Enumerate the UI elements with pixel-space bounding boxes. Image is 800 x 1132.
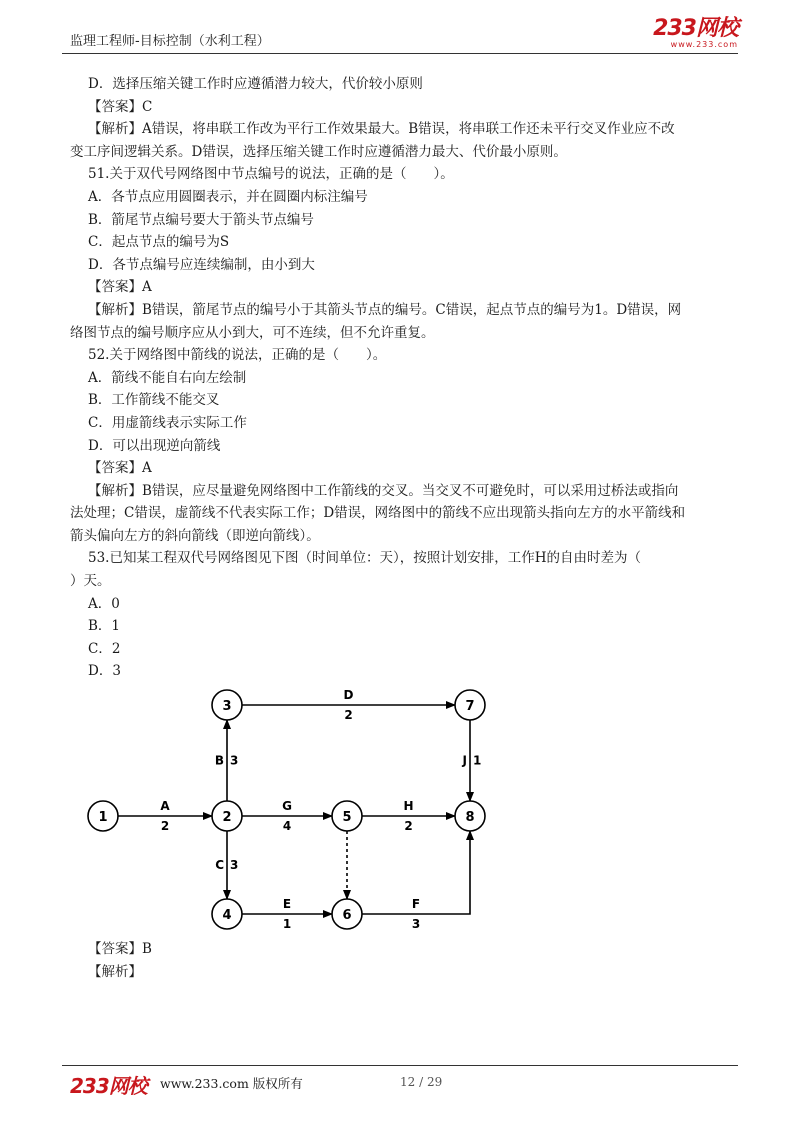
activity-duration-A: 2 [160,819,170,833]
activity-duration-C: 3 [230,858,239,872]
footer-logo: 233网校 [70,1074,147,1098]
option-line: B．工作箭线不能交叉 [88,392,220,409]
option-line: C．2 [88,640,121,657]
activity-label-E: E [282,897,292,911]
option-line: A．箭线不能自右向左绘制 [88,369,247,386]
node-label-7: 7 [465,699,475,714]
network-diagram [80,684,520,939]
option-line: B．箭尾节点编号要大于箭头节点编号 [88,211,314,228]
option-line: C．用虚箭线表示实际工作 [88,414,247,431]
page-number: 12 / 29 [400,1075,443,1089]
page-content [70,73,738,683]
activity-label-D: D [343,688,354,702]
answer-line: 【答案】A [88,460,152,477]
analysis-line: 络图节点的编号顺序应从小到大，可不连续，但不允许重复。 [70,324,435,341]
node-label-5: 5 [342,810,352,825]
document-header-title: 监理工程师-目标控制（水利工程） [70,34,270,49]
activity-label-B: B [214,753,224,768]
question-53: 53.已知某工程双代号网络图见下图（时间单位：天），按照计划安排，工作H的自由时差为（ [88,550,641,567]
text-line: D．选择压缩关键工作时应遵循潜力较大，代价较小原则 [88,76,423,92]
footer-divider [62,1065,738,1066]
analysis-line: 【解析】B错误，箭尾节点的编号小于其箭头节点的编号。C错误，起点节点的编号为1。D错误，网 [88,301,682,318]
option-line: D．各节点编号应连续编制，由小到大 [88,256,315,273]
activity-label-F: F [411,897,421,911]
option-line: A．0 [88,595,120,612]
question-52: 52.关于网络图中箭线的说法，正确的是（ ）。 [88,347,387,364]
option-line: D．可以出现逆向箭线 [88,437,221,454]
activity-duration-E: 1 [282,917,292,931]
node-label-3: 3 [222,699,232,714]
activity-duration-G: 4 [282,819,292,833]
activity-label-G: G [282,799,292,813]
answer-block [70,938,738,983]
activity-duration-D: 2 [344,708,353,722]
node-label-8: 8 [465,810,475,825]
header-divider [62,53,738,54]
analysis-line: 箭头偏向左方的斜向箭线（即逆向箭线）。 [70,527,320,544]
activity-duration-J: 1 [473,753,482,768]
node-label-4: 4 [222,908,232,923]
analysis-line: 【解析】A错误，将串联工作改为平行工作效果最大。B错误，将串联工作还未平行交叉作业应不改 [88,121,675,138]
logo-url: www.233.com [670,40,738,49]
activity-label-C: C [215,858,224,872]
option-line: D．3 [88,663,121,680]
option-line: B．1 [88,618,121,635]
answer-line: 【答案】A [88,279,152,296]
footer-site: www.233.com 版权所有 [160,1076,303,1091]
answer-line: 【答案】C [88,98,153,115]
question-51: 51.关于双代号网络图中节点编号的说法，正确的是（ ）。 [88,166,454,183]
activity-duration-B: 3 [230,753,239,768]
analysis-line: 【解析】B错误，应尽量避免网络图中工作箭线的交叉。当交叉不可避免时，可以采用过桥法或指向 [88,482,679,499]
activity-label-H: H [403,799,414,813]
option-line: C．起点节点的编号为S [88,234,230,251]
activity-label-J: J [462,753,467,768]
node-label-6: 6 [342,908,352,923]
option-line: A．各节点应用圆圈表示，并在圆圈内标注编号 [88,188,368,205]
answer-line: 【答案】B [88,941,152,957]
analysis-line: 法处理；C错误，虚箭线不代表实际工作；D错误，网络图中的箭线不应出现箭头指向左方的水平箭线和 [70,505,686,522]
node-label-2: 2 [222,810,232,825]
logo-text: 233网校 [653,16,738,41]
network-diagram-svg [80,684,520,939]
activity-duration-H: 2 [404,819,413,833]
analysis-line: 变工序间逻辑关系。D错误，选择压缩关键工作时应遵循潜力最大、代价最小原则。 [70,143,567,160]
analysis-label: 【解析】 [88,963,142,980]
activity-duration-F: 3 [411,917,421,931]
activity-label-A: A [160,799,170,813]
node-label-1: 1 [98,810,108,825]
question-53-cont: ）天。 [70,573,111,590]
brand-logo [653,18,738,49]
